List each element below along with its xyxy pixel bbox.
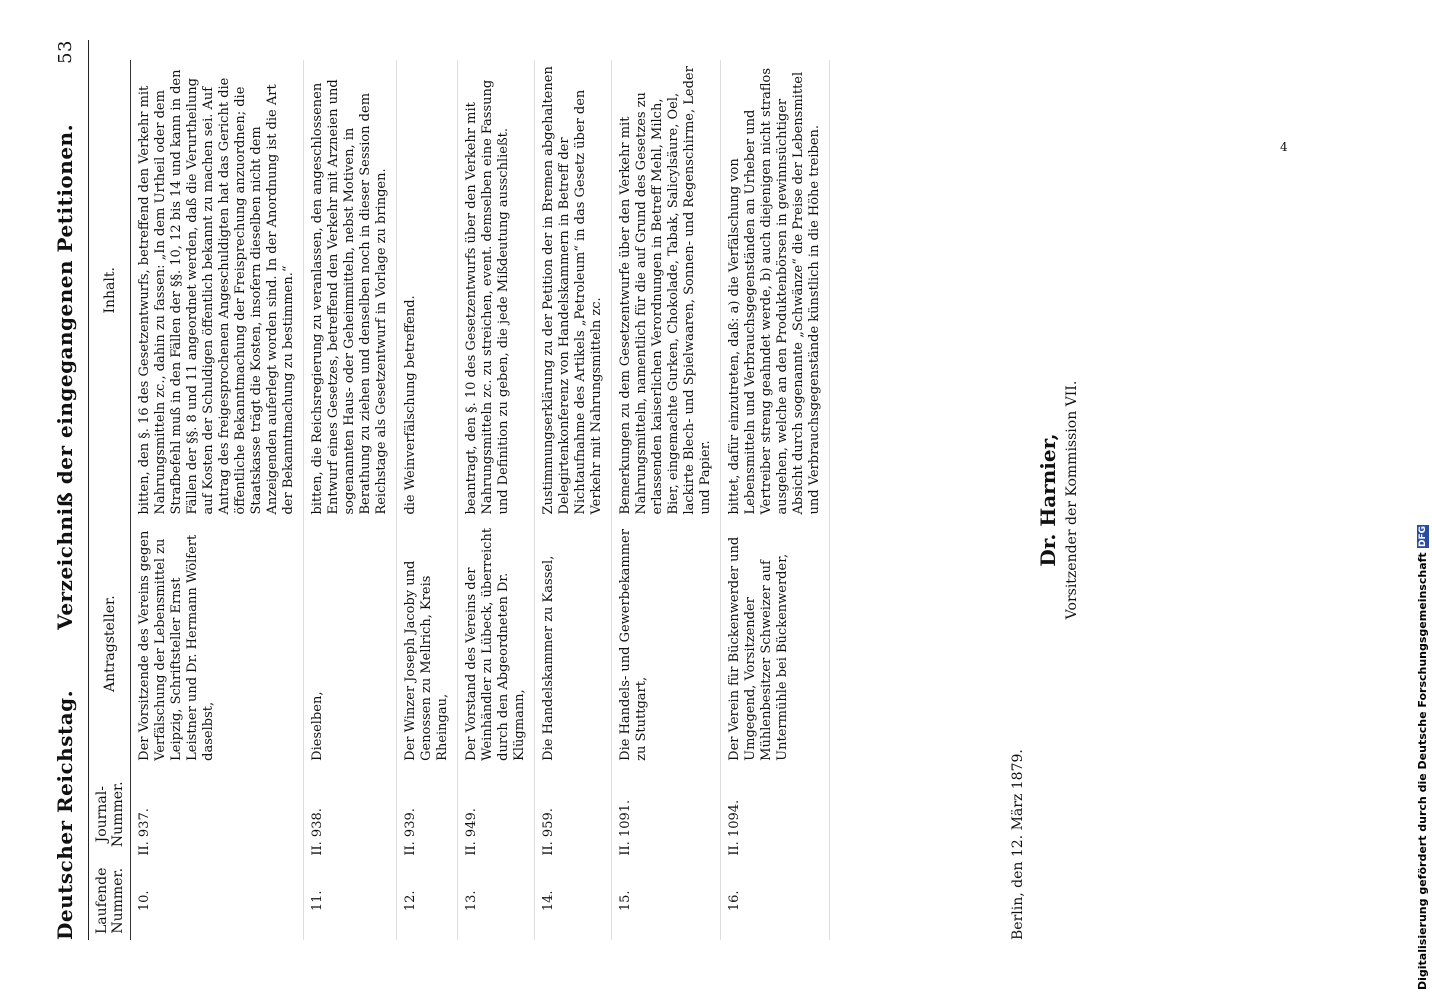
cell-inhalt: beantragt, den §. 10 des Gesetzentwurfs über den Verkehr mit Nahrungsmitteln zc. zu streichen, event. demselben eine Fassung und Definition zu geben, die jede Mißdeutung ausschließt. [458,60,535,521]
header-title: Verzeichniß der eingegangenen Petitionen. [53,123,77,630]
cell-antragsteller: Dieselben, [304,521,397,767]
cell-inhalt: bitten, die Reichsregierung zu veranlassen, den angeschlossenen Entwurf eines Gesetzes, betreffend den Verkehr mit Arzneien und sogenannten Haus- oder Geheimmitteln, nebst Motiven, in Berathung zu ziehen und denselben noch in dieser Session dem Reichstage als Gesetzentwurf in Vorlage zu bringen. [304,60,397,521]
dfg-badge: DFG [1418,526,1428,548]
cell-journal: II. 1091. [612,767,721,862]
cell-antragsteller: Die Handelskammer zu Kassel, [535,521,612,767]
cell-journal: II. 959. [535,767,612,862]
cell-laufende: 10. [131,862,304,940]
cell-laufende: 13. [458,862,535,940]
cell-journal: II. 949. [458,767,535,862]
cell-inhalt: Bemerkungen zu dem Gesetzentwurfe über den Verkehr mit Nahrungsmitteln, namentlich für die auf Grund des Gesetzes zu erlassenden kaiserlichen Verordnungen in Betreff Mehl, Milch, Bier, eingemachte Gurken, Chokolade, Tabak, Salicylsäure, Oel, lackirte Blech- und Spielwaaren, Sonnen- und Regenschirme, Leder und Papier. [612,60,721,521]
cell-inhalt: bitten, den §. 16 des Gesetzentwurfs, betreffend den Verkehr mit Nahrungsmitteln zc., dahin zu fassen: „In dem Urtheil oder dem Strafbefehl muß in den Fällen der §§. 10, 12 bis 14 und kann in den Fällen der §§. 8 und 11 angeordnet werden, daß die Verurtheilung auf Kosten der Schuldigen öffentlich bekannt zu machen sei. Auf Antrag des freigesprochenen Angeschuldigten hat das Gericht die öffentliche Bekanntmachung der Freisprechung anzuordnen; die Staatskasse trägt die Kosten, insofern dieselben nicht dem Anzeigenden auferlegt worden sind. In der Anordnung ist die Art der Bekanntmachung zu bestimmen.“ [131,60,304,521]
col-header-laufende: Laufende Nummer. [90,862,131,940]
cell-journal: II. 938. [304,767,397,862]
col-header-journal: Journal-Nummer. [90,767,131,862]
digitization-credit [1416,10,1430,990]
table-row [397,60,458,940]
col-header-antragsteller: Antragsteller. [90,521,131,767]
cell-laufende: 12. [397,862,458,940]
header-rule [88,40,89,940]
cell-antragsteller: Der Winzer Joseph Jacoby und Genossen zu Mellrich, Kreis Rheingau, [397,521,458,767]
cell-antragsteller: Der Vorstand des Vereins der Weinhändler zu Lübeck, überreicht durch den Abgeordneten Dr. Klügmann, [458,521,535,767]
table-row [612,60,721,940]
cell-laufende: 15. [612,862,721,940]
cell-laufende: 11. [304,862,397,940]
credit-text: Digitalisierung gefördert durch die Deutsche Forschungsgemeinschaft [1416,552,1429,990]
cell-journal: II. 939. [397,767,458,862]
signer-name: Dr. Harnier, [1036,433,1060,567]
stray-page-mark: 4 [1280,140,1288,154]
table-row [131,60,304,940]
cell-laufende: 16. [721,862,830,940]
table-row [458,60,535,940]
cell-inhalt: die Weinverfälschung betreffend. [397,60,458,521]
table-row [535,60,612,940]
cell-inhalt: bittet, dafür einzutreten, daß: a) die Verfälschung von Lebensmitteln und Verbrauchsgegenständen an Urheber und Vertreiber streng geahndet werde, b) auch diejenigen nicht straflos ausgehen, welche an den Produktenbörsen in gewinnsüchtiger Absicht durch sogenannte „Schwänze“ die Preise der Lebensmittel und Verbrauchsgegenstände künstlich in die Höhe treiben. [721,60,830,521]
cell-antragsteller: Der Vorsitzende des Vereins gegen Verfälschung der Lebensmittel zu Leipzig, Schriftsteller Ernst Leistner und Dr. Hermann Wölfert daselbst, [131,521,304,767]
page-number: 53 [54,40,76,64]
cell-journal: II. 937. [131,767,304,862]
cell-antragsteller: Der Verein für Bückenwerder und Umgegend, Vorsitzender Mühlenbesitzer Schweizer auf Untermühle bei Bückenwerder, [721,521,830,767]
petitions-table [90,60,830,940]
cell-inhalt: Zustimmungserklärung zu der Petition der in Bremen abgehaltenen Delegirtenkonferenz von Handelskammern in Betreff der Nichtaufnahme des Artikels „Petroleum“ in das Gesetz über den Verkehr mit Nahrungsmitteln zc. [535,60,612,521]
cell-laufende: 14. [535,862,612,940]
cell-antragsteller: Die Handels- und Gewerbekammer zu Stuttgart, [612,521,721,767]
table-row [304,60,397,940]
date-line: Berlin, den 12. März 1879. [1010,749,1026,940]
header-reichstag: Deutscher Reichstag. [53,689,77,940]
col-header-inhalt: Inhalt. [90,60,131,521]
table-row [721,60,830,940]
cell-journal: II. 1094. [721,767,830,862]
page-header [45,40,85,940]
signature-block [1010,60,1080,940]
table-header-row [90,60,131,940]
signer-title: Vorsitzender der Kommission VII. [1064,380,1080,620]
